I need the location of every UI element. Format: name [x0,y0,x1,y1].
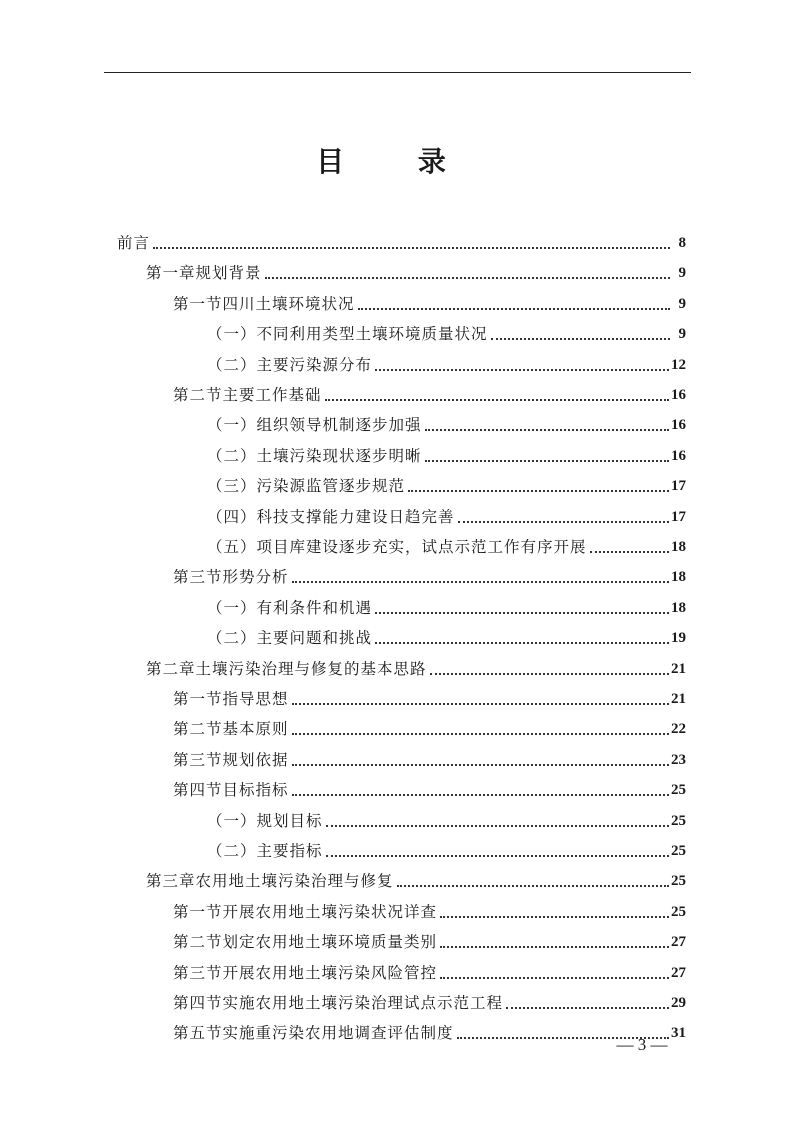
toc-entry[interactable] [173,770,686,800]
toc-entry-page: 21 [671,691,686,707]
toc-entry-page: 27 [671,934,686,951]
toc-entry[interactable] [207,497,686,527]
toc-entry-page: 25 [671,782,686,799]
toc-entry-label: 第四节实施农用地土壤污染治理试点示范工程 [173,994,504,1012]
toc-entry-page: 9 [678,295,686,312]
toc-entry-label: 第二节划定农用地土壤环境质量类别 [173,933,438,952]
toc-leader-dots [506,1007,669,1009]
toc-leader-dots [397,885,669,887]
toc-entry-page: 16 [671,417,686,434]
toc-leader-dots [358,308,670,310]
toc-leader-dots [292,703,669,705]
toc-leader-dots [292,794,669,796]
toc-entry-page: 9 [678,326,686,343]
toc-entry-page: 9 [678,265,686,282]
toc-entry[interactable] [207,345,686,375]
toc-entry-page: 16 [671,447,686,464]
toc-entry-label: 第一节四川土壤环境状况 [173,294,355,313]
toc-entry-label: 第三节形势分析 [173,568,289,587]
toc-entry-page: 25 [671,873,686,890]
toc-entry-page: 12 [671,356,686,373]
page-title: 目 录 [316,145,478,178]
toc-leader-dots [425,429,669,431]
toc-leader-dots [375,369,669,371]
toc-leader-dots [292,581,669,583]
toc-leader-dots [440,977,669,979]
toc-entry-label: 第二节基本原则 [173,720,289,739]
toc-entry-label: （一）规划目标 [207,811,323,830]
toc-entry-label: 第一章规划背景 [146,264,262,283]
toc-leader-dots [458,521,669,523]
toc-entry-label: （一）不同利用类型土壤环境质量状况 [207,325,488,344]
toc-entry-label: （二）主要指标 [207,842,323,860]
toc-leader-dots [425,460,669,462]
toc-entry-page: 25 [671,812,686,829]
toc-entry[interactable] [173,284,686,314]
toc-entry-page: 23 [671,751,686,768]
toc-entry[interactable] [207,588,686,618]
toc-entry-page: 8 [678,235,686,251]
toc-entry-label: （二）主要问题和挑战 [207,629,373,648]
toc-leader-dots [326,855,669,857]
toc-entry-page: 31 [671,1025,686,1042]
toc-entry-label: （三）污染源监管逐步规范 [207,477,406,496]
toc-entry-page: 21 [671,660,686,677]
toc-entry[interactable] [207,466,686,496]
toc-entry-page: 25 [671,903,686,920]
toc-leader-dots [265,277,670,279]
toc-entry[interactable] [146,649,686,679]
toc-entry-label: 第四节目标指标 [173,781,289,800]
toc-entry-label: 第三节规划依据 [173,750,289,769]
toc-entry-page: 18 [671,569,686,586]
toc-entry-label: 第五节实施重污染农用地调查评估制度 [173,1024,454,1043]
toc-entry[interactable] [146,253,686,283]
toc-entry[interactable] [207,831,686,861]
toc-entry-label: 第二章土壤污染治理与修复的基本思路 [146,659,427,678]
toc-leader-dots [408,490,669,492]
toc-entry-label: 第一节指导思想 [173,690,289,708]
toc-entry-page: 25 [671,843,686,859]
toc-entry[interactable] [207,405,686,435]
header-rule [104,72,691,73]
toc-entry[interactable] [173,709,686,739]
toc-entry-label: 前言 [117,234,151,252]
toc-entry-label: （四）科技支撑能力建设日趋完善 [207,507,455,526]
toc-leader-dots [153,247,670,249]
toc-entry[interactable] [207,527,686,557]
toc-entry[interactable] [173,375,686,405]
toc-entry[interactable] [173,922,686,952]
toc-entry-page: 19 [671,630,686,647]
toc-entry-page: 27 [671,964,686,981]
toc-entry[interactable] [207,436,686,466]
toc-entry[interactable] [173,983,686,1013]
toc-entry[interactable] [207,314,686,344]
toc-leader-dots [292,764,669,766]
toc-entry-page: 17 [671,478,686,495]
toc-entry[interactable] [173,953,686,983]
toc-leader-dots [430,673,669,675]
toc-entry-page: 16 [671,387,686,403]
toc-leader-dots [590,551,669,553]
toc-entry[interactable] [117,223,686,253]
toc-leader-dots [292,733,669,735]
toc-entry-page: 22 [671,721,686,738]
toc-entry-page: 18 [671,599,686,616]
toc-leader-dots [326,825,669,827]
toc-leader-dots [491,338,670,340]
toc-entry-page: 17 [671,508,686,525]
page-number: — 3 — [616,1035,668,1054]
toc-leader-dots [440,946,669,948]
toc-leader-dots [325,399,669,401]
toc-entry[interactable] [173,557,686,587]
toc-entry-label: （一）有利条件和机遇 [207,598,373,617]
toc-entry-label: 第一节开展农用地土壤污染状况详查 [173,902,438,921]
toc-entry-label: 第三章农用地土壤污染治理与修复 [146,872,394,891]
toc-entry-label: 第二节主要工作基础 [173,386,322,404]
toc-entry-label: （五）项目库建设逐步充实，试点示范工作有序开展 [207,538,587,556]
toc-entry[interactable] [173,892,686,922]
toc-entry[interactable] [173,740,686,770]
toc-entry-page: 29 [671,995,686,1011]
toc-entry-label: （一）组织领导机制逐步加强 [207,416,422,435]
toc-entry-page: 18 [671,539,686,555]
toc-entry-label: （二）土壤污染现状逐步明晰 [207,446,422,465]
toc-leader-dots [440,916,669,918]
toc-leader-dots [375,642,669,644]
toc-entry[interactable] [146,861,686,891]
toc-entry[interactable] [207,801,686,831]
toc-entry[interactable] [207,618,686,648]
toc-entry-label: （二）主要污染源分布 [207,355,373,374]
toc-entry[interactable] [173,679,686,709]
toc-entry-label: 第三节开展农用地土壤污染风险管控 [173,963,438,982]
toc-leader-dots [375,612,669,614]
